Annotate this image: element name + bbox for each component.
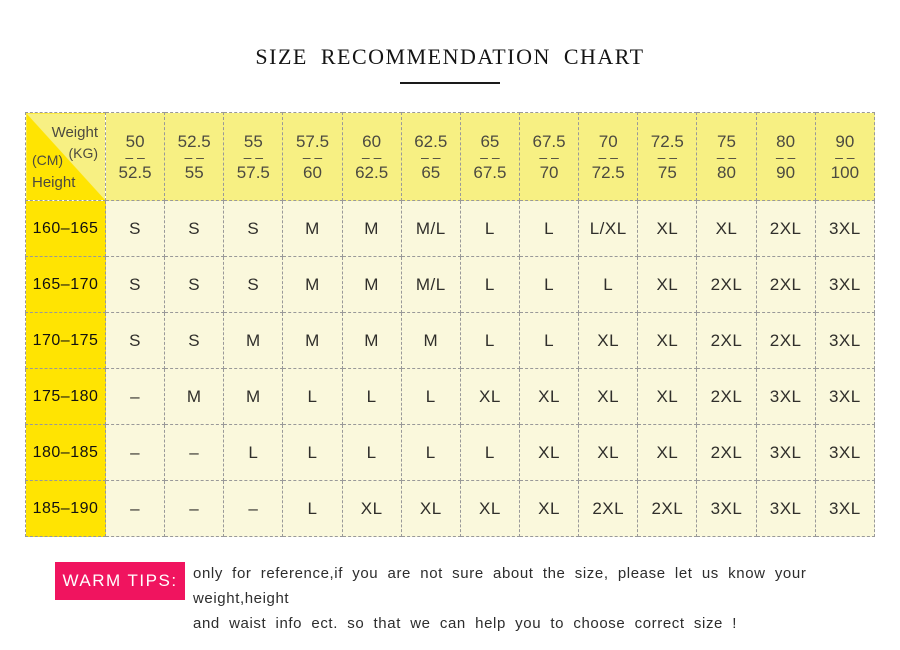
weight-to: 55 bbox=[184, 162, 204, 182]
weight-range-stack bbox=[697, 132, 755, 182]
size-cell: L bbox=[519, 313, 578, 369]
size-cell: L bbox=[460, 425, 519, 481]
size-cell: 3XL bbox=[815, 257, 874, 313]
weight-to: 90 bbox=[776, 162, 796, 182]
size-cell: 3XL bbox=[815, 481, 874, 537]
size-cell: M bbox=[224, 313, 283, 369]
weight-to: 75 bbox=[657, 162, 677, 182]
weight-range-stack bbox=[402, 132, 460, 182]
size-cell: – bbox=[106, 481, 165, 537]
corner-height-unit: (CM) bbox=[32, 152, 64, 168]
weight-from: 70 bbox=[598, 131, 618, 151]
weight-from: 57.5 bbox=[295, 131, 330, 151]
size-cell: M bbox=[283, 257, 342, 313]
height-range-label: 180–185 bbox=[26, 425, 106, 481]
size-cell: – bbox=[165, 425, 224, 481]
size-cell: – bbox=[106, 425, 165, 481]
size-cell: L bbox=[401, 425, 460, 481]
weight-range-stack bbox=[757, 132, 815, 182]
weight-range-header bbox=[283, 113, 342, 201]
size-cell: L bbox=[579, 257, 638, 313]
weight-from: 72.5 bbox=[650, 131, 684, 151]
size-recommendation-table bbox=[25, 112, 875, 537]
weight-to: 57.5 bbox=[236, 162, 270, 182]
weight-range-header bbox=[165, 113, 224, 201]
size-cell: XL bbox=[638, 313, 697, 369]
size-cell: 3XL bbox=[815, 201, 874, 257]
table-header bbox=[26, 113, 875, 201]
size-cell: 2XL bbox=[579, 481, 638, 537]
size-cell: – bbox=[224, 481, 283, 537]
table-row bbox=[26, 257, 875, 313]
range-separator: – – bbox=[716, 148, 737, 165]
size-cell: M bbox=[342, 257, 401, 313]
size-cell: L/XL bbox=[579, 201, 638, 257]
weight-range-stack bbox=[343, 132, 401, 182]
weight-range-header bbox=[579, 113, 638, 201]
table-row bbox=[26, 481, 875, 537]
size-cell: L bbox=[283, 481, 342, 537]
weight-range-stack bbox=[579, 132, 637, 182]
range-separator: – – bbox=[125, 148, 145, 165]
range-separator: – – bbox=[539, 148, 559, 165]
weight-range-header bbox=[342, 113, 401, 201]
size-cell: XL bbox=[401, 481, 460, 537]
size-cell: L bbox=[460, 257, 519, 313]
size-cell: 3XL bbox=[756, 425, 815, 481]
weight-from: 52.5 bbox=[177, 131, 211, 151]
size-cell: XL bbox=[638, 369, 697, 425]
size-cell: XL bbox=[519, 481, 578, 537]
size-cell: L bbox=[401, 369, 460, 425]
size-cell: 2XL bbox=[756, 257, 815, 313]
table-header-row bbox=[26, 113, 875, 201]
size-cell: S bbox=[106, 257, 165, 313]
table-body bbox=[26, 201, 875, 537]
weight-to: 72.5 bbox=[591, 162, 625, 182]
size-cell: S bbox=[106, 313, 165, 369]
size-cell: S bbox=[165, 201, 224, 257]
size-cell: XL bbox=[579, 425, 638, 481]
size-cell: M bbox=[401, 313, 460, 369]
size-cell: XL bbox=[638, 257, 697, 313]
weight-range-header bbox=[815, 113, 874, 201]
size-cell: 2XL bbox=[756, 201, 815, 257]
size-cell: 3XL bbox=[815, 369, 874, 425]
weight-range-header bbox=[224, 113, 283, 201]
range-separator: – – bbox=[480, 148, 500, 165]
size-cell: 2XL bbox=[697, 425, 756, 481]
weight-range-stack bbox=[165, 132, 223, 182]
weight-range-stack bbox=[638, 132, 696, 182]
range-separator: – – bbox=[835, 148, 855, 165]
weight-from: 50 bbox=[125, 131, 145, 151]
weight-range-header bbox=[756, 113, 815, 201]
size-cell: M bbox=[342, 201, 401, 257]
size-cell: 2XL bbox=[697, 257, 756, 313]
size-cell: XL bbox=[579, 369, 638, 425]
weight-from: 62.5 bbox=[414, 131, 448, 151]
weight-from: 80 bbox=[776, 131, 796, 151]
height-range-label: 170–175 bbox=[26, 313, 106, 369]
weight-to: 60 bbox=[303, 162, 322, 182]
weight-from: 55 bbox=[243, 131, 263, 151]
size-cell: M bbox=[283, 201, 342, 257]
size-cell: XL bbox=[638, 201, 697, 257]
weight-range-header bbox=[638, 113, 697, 201]
size-cell: M bbox=[165, 369, 224, 425]
weight-from: 60 bbox=[362, 131, 382, 151]
range-separator: – – bbox=[302, 148, 323, 165]
size-cell: XL bbox=[342, 481, 401, 537]
corner-weight-label: Weight bbox=[51, 124, 98, 141]
size-cell: S bbox=[165, 257, 224, 313]
size-cell: M bbox=[283, 313, 342, 369]
size-cell: S bbox=[165, 313, 224, 369]
weight-range-stack bbox=[106, 132, 164, 182]
weight-to: 52.5 bbox=[118, 162, 152, 182]
size-cell: 3XL bbox=[815, 313, 874, 369]
range-separator: – – bbox=[243, 148, 264, 165]
size-cell: L bbox=[224, 425, 283, 481]
table-row bbox=[26, 313, 875, 369]
warm-tips-text bbox=[193, 561, 873, 636]
size-cell: L bbox=[283, 425, 342, 481]
warm-tips-badge: WARM TIPS: bbox=[55, 562, 185, 600]
weight-to: 65 bbox=[421, 162, 441, 182]
range-separator: – – bbox=[598, 148, 618, 165]
weight-to: 80 bbox=[717, 162, 736, 182]
weight-range-stack bbox=[283, 132, 341, 182]
size-cell: M bbox=[224, 369, 283, 425]
size-cell: 2XL bbox=[756, 313, 815, 369]
weight-range-header bbox=[697, 113, 756, 201]
corner-header-cell bbox=[26, 113, 106, 201]
size-cell: – bbox=[165, 481, 224, 537]
size-cell: XL bbox=[638, 425, 697, 481]
height-range-label: 160–165 bbox=[26, 201, 106, 257]
weight-range-header bbox=[401, 113, 460, 201]
size-cell: 2XL bbox=[638, 481, 697, 537]
table-row bbox=[26, 201, 875, 257]
weight-to: 62.5 bbox=[355, 162, 389, 182]
size-cell: S bbox=[224, 201, 283, 257]
size-cell: XL bbox=[697, 201, 756, 257]
size-cell: L bbox=[342, 369, 401, 425]
range-separator: – – bbox=[775, 148, 796, 165]
weight-range-header bbox=[519, 113, 578, 201]
weight-to: 67.5 bbox=[473, 162, 507, 182]
size-cell: L bbox=[519, 257, 578, 313]
table-row bbox=[26, 369, 875, 425]
weight-from: 65 bbox=[480, 131, 500, 151]
size-cell: M bbox=[342, 313, 401, 369]
size-cell: 3XL bbox=[697, 481, 756, 537]
size-cell: 3XL bbox=[815, 425, 874, 481]
size-cell: XL bbox=[579, 313, 638, 369]
size-cell: 2XL bbox=[697, 369, 756, 425]
size-cell: XL bbox=[519, 369, 578, 425]
height-range-label: 175–180 bbox=[26, 369, 106, 425]
height-range-label: 185–190 bbox=[26, 481, 106, 537]
size-cell: – bbox=[106, 369, 165, 425]
table-row bbox=[26, 425, 875, 481]
weight-range-stack bbox=[520, 132, 578, 182]
weight-from: 90 bbox=[835, 131, 855, 151]
size-cell: 2XL bbox=[697, 313, 756, 369]
weight-range-stack bbox=[461, 132, 519, 182]
title-underline bbox=[400, 82, 500, 84]
corner-weight-unit: (KG) bbox=[68, 145, 98, 161]
size-cell: L bbox=[283, 369, 342, 425]
range-separator: – – bbox=[184, 148, 204, 165]
range-separator: – – bbox=[657, 148, 678, 165]
size-cell: S bbox=[224, 257, 283, 313]
size-cell: L bbox=[460, 313, 519, 369]
weight-from: 75 bbox=[717, 131, 736, 151]
size-cell: XL bbox=[519, 425, 578, 481]
page-title: SIZE RECOMMENDATION CHART bbox=[255, 44, 645, 69]
weight-range-stack bbox=[816, 132, 874, 182]
size-cell: M/L bbox=[401, 257, 460, 313]
range-separator: – – bbox=[421, 148, 441, 165]
warm-tips-line-1: only for reference,if you are not sure about the size, please let us know your weight,height bbox=[193, 565, 807, 607]
weight-range-header bbox=[460, 113, 519, 201]
size-cell: XL bbox=[460, 481, 519, 537]
warm-tips-line-2: and waist info ect. so that we can help you to choose correct size ! bbox=[193, 615, 738, 632]
size-cell: L bbox=[342, 425, 401, 481]
size-cell: L bbox=[519, 201, 578, 257]
size-cell: S bbox=[106, 201, 165, 257]
size-cell: XL bbox=[460, 369, 519, 425]
weight-range-stack bbox=[224, 132, 282, 182]
size-cell: M/L bbox=[401, 201, 460, 257]
range-separator: – – bbox=[361, 148, 382, 165]
weight-to: 100 bbox=[830, 162, 860, 182]
corner-height-label: Height bbox=[32, 174, 76, 191]
size-cell: 3XL bbox=[756, 481, 815, 537]
size-cell: L bbox=[460, 201, 519, 257]
weight-from: 67.5 bbox=[532, 131, 566, 151]
size-cell: 3XL bbox=[756, 369, 815, 425]
height-range-label: 165–170 bbox=[26, 257, 106, 313]
weight-to: 70 bbox=[539, 162, 559, 182]
weight-range-header bbox=[106, 113, 165, 201]
